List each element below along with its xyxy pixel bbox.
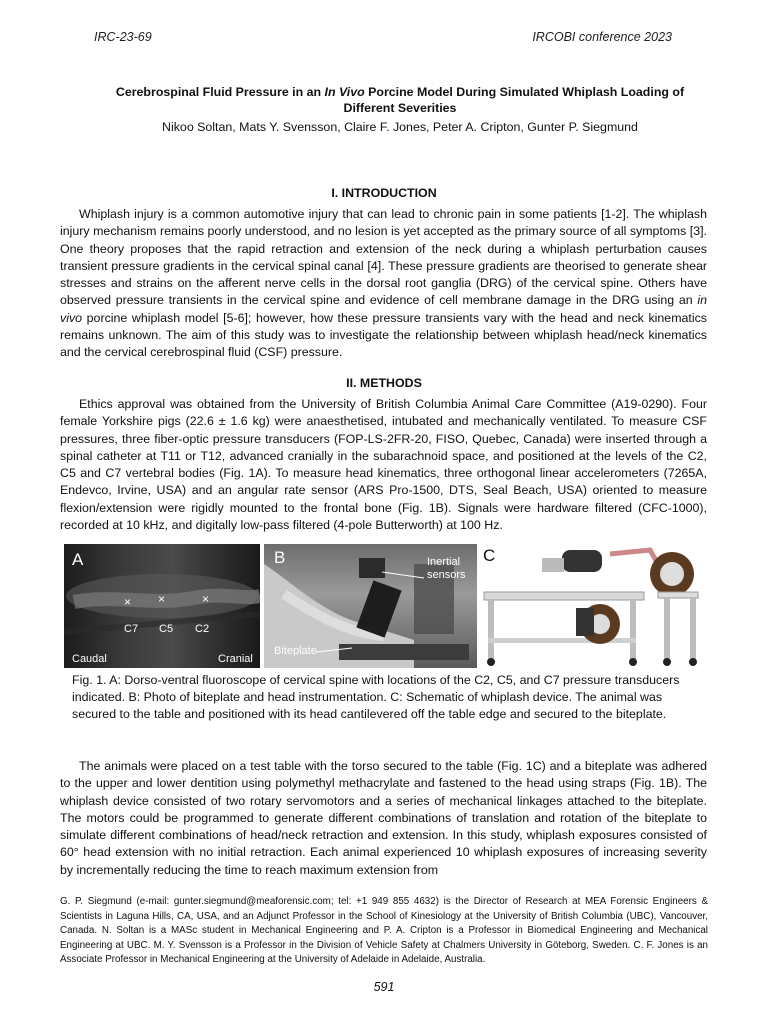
sensors-label: sensors	[427, 569, 466, 581]
cranial-label: Cranial	[218, 653, 253, 665]
panel-b-label: B	[274, 548, 286, 567]
c5-marker: ×	[158, 592, 166, 606]
introduction-paragraph	[60, 206, 707, 361]
running-header-id: IRC-23-69	[94, 30, 152, 44]
author-affiliations-footnote: G. P. Siegmund (e-mail: gunter.siegmund@meaforensic.com; tel: +1 949 855 4632) is the Director of Research at MEA Forensic Engineers & Scientists in Laguna Hills, CA, USA, and an Adjunct Professor in the School of Kinesiology at the University of British Columbia (UBC), Vancouver, Canada. N. Soltan is a MASc student in Mechanical Engineering and P. A. Cripton is a Professor in Biomedical Engineering and Mechanical Engineering at UBC. M. Y. Svensson is a Professor in the Division of Vehicle Safety at Chalmers University in Göteborg, Sweden. C. F. Jones is an Associate Professor in Mechanical Engineering at the University of Adelaide in Adelaide, Australia.	[60, 896, 708, 966]
methods-heading: II. METHODS	[346, 376, 422, 390]
intro-text-a: Whiplash injury is a common automotive injury that can lead to chronic pain in some patients [1-2]. The whiplash injury mechanism remains poorly understood, and no lesion is yet accepted as the primary source of all symptoms [3]. One theory proposes that the rapid retraction and extension of the neck during a whiplash perturbation causes transient pressure gradients in the cervical spinal canal [4]. These pressure gradients are theorised to generate shear stresses and strains on the afferent nerve cells in the dorsal root ganglia (DRG) of the cervical spine. Others have observed pressure transients in the cervical spine and evidence of cell membrane damage in the DRG using an	[60, 207, 707, 308]
panel-c-label: C	[483, 546, 496, 565]
c2-label: C2	[195, 623, 210, 635]
running-header-conference: IRCOBI conference 2023	[532, 30, 672, 44]
spine-image	[64, 544, 260, 668]
inertial-label: Inertial	[427, 556, 461, 568]
intro-text-italic: in vivo	[60, 293, 707, 325]
biteplate-label: Biteplate	[274, 645, 317, 657]
c7-label: C7	[124, 623, 139, 635]
figure-caption: Fig. 1. A: Dorso-ventral fluoroscope of cervical spine with locations of the C2, C5, and C7 pressure transducers indicated. B: Photo of biteplate and head instrumentation. C: Schematic of whiplash device. The animal was secured to the table and positioned with its head cantilevered off the table edge and secured to the biteplate.	[72, 673, 680, 721]
figure-panel-b-photo	[264, 544, 477, 668]
title-italic: In Vivo	[324, 85, 365, 99]
title-part-2: Porcine Model During Simulated Whiplash Loading of Different Severities	[343, 85, 685, 115]
methods-paragraph-2: The animals were placed on a test table with the torso secured to the table (Fig. 1C) and a biteplate was adhered to the upper and lower dentition using polymethyl methacrylate and fastened to the head using straps (Fig. 1B). The whiplash device consisted of two rotary servomotors and a series of mechanical linkages attached to the biteplate. The motors could be programmed to generate different combinations of translation and rotation of the biteplate to simulate different combinations of head/neck retraction and extension. In this study, whiplash exposures consisted of 60° head extension with no initial retraction. Each animal experienced 10 whiplash exposures of increasing severity by incrementally reducing the time to reach maximum extension from	[60, 759, 707, 877]
title-part-1: Cerebrospinal Fluid Pressure in an	[115, 85, 325, 99]
panel-a-label: A	[72, 550, 84, 569]
page-number: 591	[373, 980, 395, 994]
introduction-heading: I. INTRODUCTION	[331, 186, 437, 200]
author-list: Nikoo Soltan, Mats Y. Svensson, Claire F. Jones, Peter A. Cripton, Gunter P. Siegmund	[162, 120, 638, 134]
figure-panel-a-fluoroscope	[64, 544, 260, 668]
whiplash-device-schematic	[480, 544, 707, 668]
c2-marker: ×	[202, 592, 210, 606]
paper-title	[100, 84, 700, 116]
caudal-label: Caudal	[72, 653, 107, 665]
c5-label: C5	[159, 623, 174, 635]
methods-paragraph-1: Ethics approval was obtained from the University of British Columbia Animal Care Committee (A19-0290). Four female Yorkshire pigs (22.6 ± 1.6 kg) were anaesthetised, intubated and mechanically ventilated. To measure CSF pressures, three fiber-optic pressure transducers (FOP-LS-2FR-20, FISO, Quebec, Canada) were inserted through a spinal catheter at T11 or T12, advanced cranially in the subarachnoid space, and positioned at the levels of the C2, C5 and C7 vertebral bodies (Fig. 1A). To measure head kinematics, three orthogonal linear accelerometers (7265A, Endevco, Irvine, USA) and an angular rate sensor (ARS Pro-1500, DTS, Seal Beach, USA) oriented to measure flexion/extension were rigidly mounted to the frontal bone (Fig. 1B). Signals were hardware filtered (CFC-1000), recorded at 10 kHz, and digitally low-pass filtered (4-pole Butterworth) at 100 Hz.	[60, 397, 707, 532]
intro-text-b: porcine whiplash model [5-6]; however, how these pressure transients vary with the head and neck kinematics remains unknown. The aim of this study was to investigate the relationship between whiplash head/neck kinematics and the cervical cerebrospinal fluid (CSF) pressure.	[60, 310, 707, 359]
figure-panel-c-schematic	[480, 544, 707, 668]
c7-marker: ×	[124, 595, 132, 609]
